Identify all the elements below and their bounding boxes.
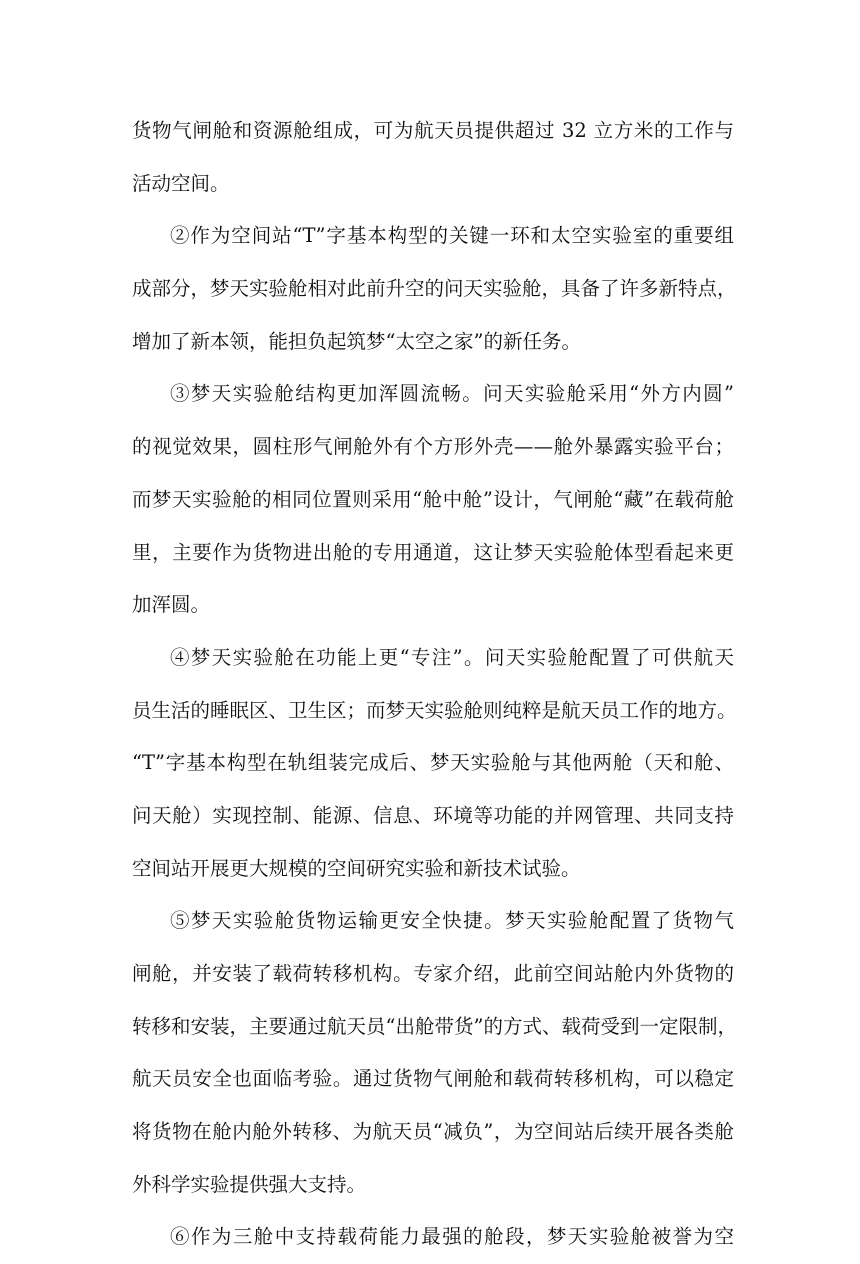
text-line: “T”字基本构型在轨组装完成后、梦天实验舱与其他两舱（天和舱、 bbox=[132, 751, 734, 775]
paragraph-2-start: ②作为空间站“T”字基本构型的关键一环和太空实验室的重要组 bbox=[170, 224, 734, 248]
text-line: 闸舱，并安装了载荷转移机构。专家介绍，此前空间站舱内外货物的 bbox=[132, 962, 734, 985]
article-body bbox=[132, 105, 737, 1264]
text-line: 空间站开展更大规模的空间研究实验和新技术试验。 bbox=[132, 856, 581, 880]
text-line: 货物气闸舱和资源舱组成，可为航天员提供超过 32 立方米的工作与 bbox=[132, 119, 734, 142]
text-line: 加浑圆。 bbox=[132, 593, 211, 617]
text-line: 而梦天实验舱的相同位置则采用“舱中舱”设计，气闸舱“藏”在载荷舱 bbox=[132, 487, 734, 511]
text-line: 转移和安装，主要通过航天员“出舱带货”的方式、载荷受到一定限制， bbox=[132, 1014, 737, 1038]
paragraph-4-start: ④梦天实验舱在功能上更“专注”。问天实验舱配置了可供航天 bbox=[170, 645, 734, 669]
text-line: 的视觉效果，圆柱形气闸舱外有个方形外壳——舱外暴露实验平台； bbox=[132, 435, 734, 459]
paragraph-3-start: ③梦天实验舱结构更加浑圆流畅。问天实验舱采用“外方内圆” bbox=[170, 382, 734, 406]
text-line: 活动空间。 bbox=[132, 171, 230, 195]
text-line: 航天员安全也面临考验。通过货物气闸舱和载荷转移机构，可以稳定 bbox=[132, 1067, 734, 1091]
text-line: 外科学实验提供强大支持。 bbox=[132, 1172, 367, 1196]
paragraph-5-start: ⑤梦天实验舱货物运输更安全快捷。梦天实验舱配置了货物气 bbox=[170, 909, 734, 933]
text-line: 里，主要作为货物进出舱的专用通道，这让梦天实验舱体型看起来更 bbox=[132, 540, 734, 564]
text-line: 成部分，梦天实验舱相对此前升空的问天实验舱，具备了许多新特点， bbox=[132, 277, 737, 301]
text-line: 员生活的睡眠区、卫生区；而梦天实验舱则纯粹是航天员工作的地方。 bbox=[132, 698, 737, 722]
text-line: 问天舱）实现控制、能源、信息、环境等功能的并网管理、共同支持 bbox=[132, 803, 734, 827]
text-line: 增加了新本领，能担负起筑梦“太空之家”的新任务。 bbox=[132, 329, 581, 353]
text-line: 将货物在舱内舱外转移、为航天员“减负”，为空间站后续开展各类舱 bbox=[132, 1120, 734, 1144]
paragraph-6-start: ⑥作为三舱中支持载荷能力最强的舱段，梦天实验舱被誉为空 bbox=[170, 1225, 734, 1249]
